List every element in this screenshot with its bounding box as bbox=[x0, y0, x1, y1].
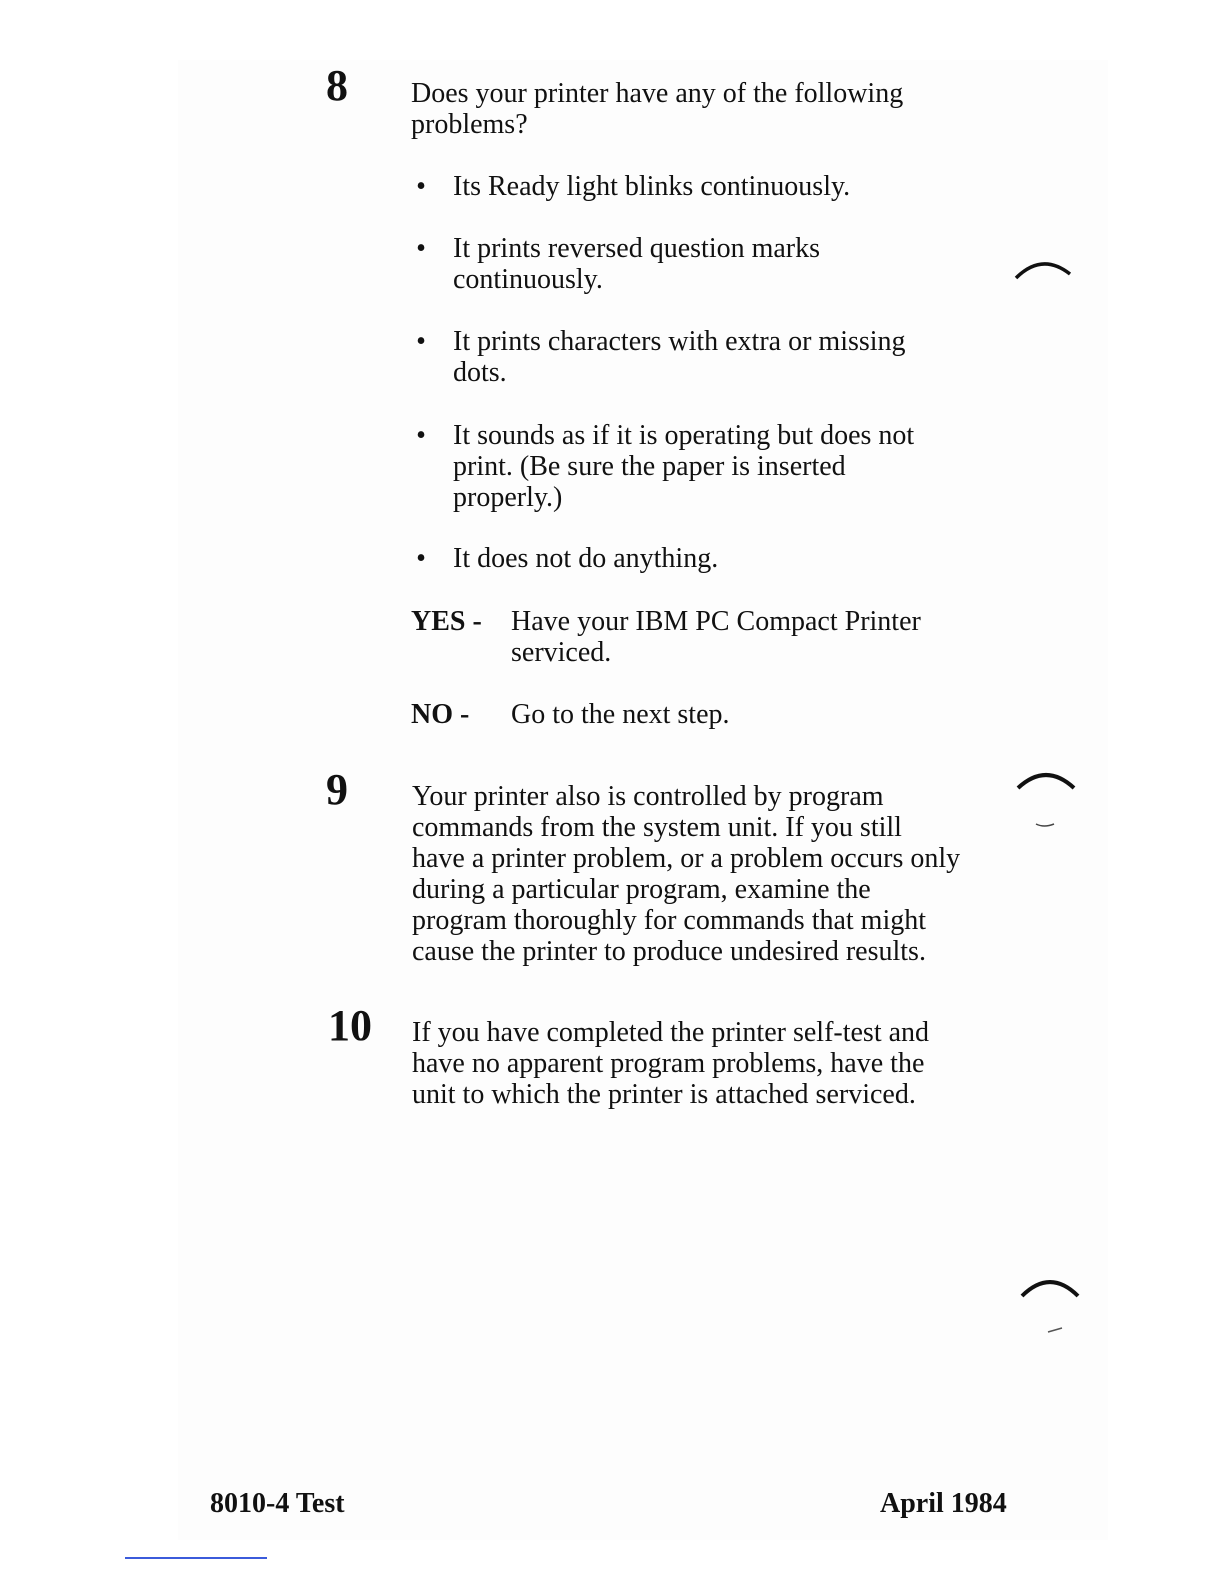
paragraph-line: during a particular program, examine the bbox=[412, 874, 871, 905]
no-label: NO - bbox=[411, 699, 470, 730]
paragraph-line: Your printer also is controlled by program bbox=[412, 781, 884, 812]
binder-hole-mark-icon bbox=[1018, 1268, 1082, 1348]
list-item-line: print. (Be sure the paper is inserted bbox=[453, 451, 846, 482]
yes-label: YES - bbox=[411, 606, 482, 637]
yes-text-line: Have your IBM PC Compact Printer bbox=[511, 606, 921, 637]
paragraph-line: program thoroughly for commands that might bbox=[412, 905, 927, 936]
bullet-icon: • bbox=[416, 543, 426, 574]
footer-document-id: 8010-4 Test bbox=[210, 1488, 345, 1519]
paragraph-line: If you have completed the printer self-test and bbox=[412, 1017, 930, 1048]
bullet-icon: • bbox=[416, 171, 426, 202]
paragraph-line: cause the printer to produce undesired results. bbox=[412, 936, 926, 967]
step-8-question-line-2: problems? bbox=[411, 109, 528, 140]
bullet-icon: • bbox=[416, 326, 426, 357]
bullet-icon: • bbox=[416, 420, 426, 451]
list-item-line: continuously. bbox=[453, 264, 603, 295]
step-9-paragraph bbox=[412, 781, 1032, 967]
paragraph-line: have a printer problem, or a problem occurs only bbox=[412, 843, 961, 874]
list-item-line: properly.) bbox=[453, 482, 563, 513]
paragraph-line: commands from the system unit. If you still bbox=[412, 812, 902, 843]
list-item-line: It prints characters with extra or missing bbox=[453, 326, 906, 357]
paragraph-line: unit to which the printer is attached serviced. bbox=[412, 1079, 916, 1110]
binder-hole-mark-icon bbox=[1012, 252, 1076, 286]
step-number-10: 10 bbox=[328, 1001, 372, 1050]
step-number-8: 8 bbox=[326, 61, 348, 110]
list-item-line: Its Ready light blinks continuously. bbox=[453, 171, 851, 202]
footer-date: April 1984 bbox=[880, 1488, 1007, 1519]
yes-text-line: serviced. bbox=[511, 637, 612, 668]
step-number-9: 9 bbox=[326, 765, 348, 814]
step-10-paragraph bbox=[412, 1017, 1032, 1110]
list-item-line: It sounds as if it is operating but does not bbox=[453, 420, 915, 451]
list-item-line: dots. bbox=[453, 357, 507, 388]
no-text-line: Go to the next step. bbox=[511, 699, 730, 730]
paragraph-line: have no apparent program problems, have the bbox=[412, 1048, 925, 1079]
bullet-icon: • bbox=[416, 233, 426, 264]
list-item-line: It prints reversed question marks bbox=[453, 233, 821, 264]
list-item-line: It does not do anything. bbox=[453, 543, 719, 574]
scan-edge-line bbox=[125, 1557, 267, 1559]
step-8-question-line-1: Does your printer have any of the following bbox=[411, 78, 904, 109]
step-8-question bbox=[411, 78, 1031, 140]
binder-hole-mark-icon bbox=[1014, 762, 1078, 842]
